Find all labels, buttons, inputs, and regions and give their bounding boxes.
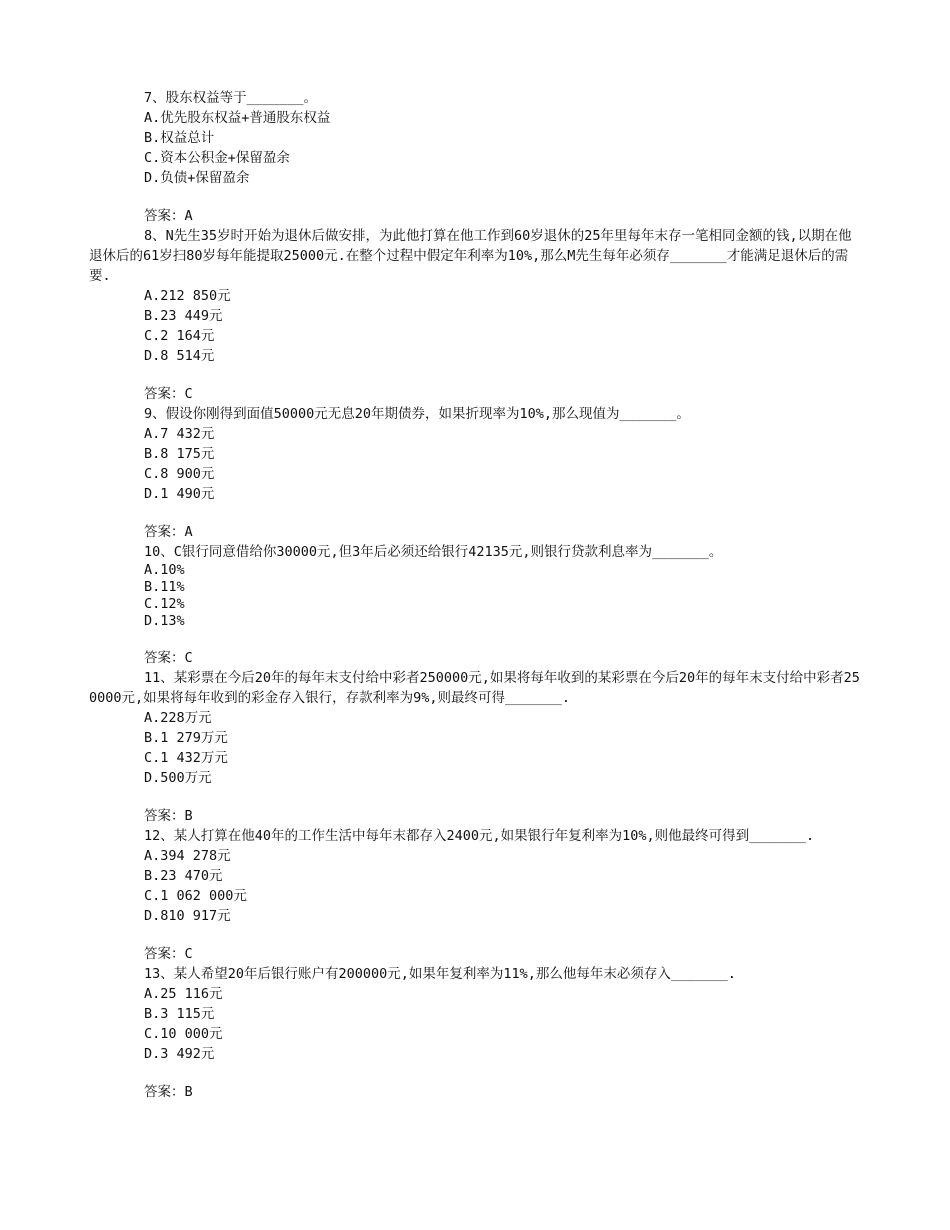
question-stem: 9、假设你刚得到面值50000元无息20年期债券，如果折现率为10%,那么现值为_______。 [144,406,690,422]
answer: 答案：A [144,208,193,224]
option-d: D.1 490元 [144,486,215,502]
answer: 答案：B [144,808,193,824]
question-stem: 8、N先生35岁时开始为退休后做安排，为此他打算在他工作到60岁退休的25年里每年末存一笔相同金额的钱,以期在他退休后的61岁扫80岁每年能提取25000元.在整个过程中假定年利率为10%,那么M先生每年必须存_______才能满足退休后的需要. [89,228,852,284]
option-d: D.8 514元 [144,348,215,364]
option-a: A.25 116元 [144,986,223,1002]
option-d: D.810 917元 [144,908,231,924]
option-a: A.228万元 [144,710,212,726]
option-b: B.23 470元 [144,868,223,884]
answer: 答案：A [144,524,193,540]
option-b: B.23 449元 [144,308,223,324]
question-stem: 13、某人希望20年后银行账户有200000元,如果年复利率为11%,那么他每年末必须存入_______. [144,966,736,982]
question-stem: 11、某彩票在今后20年的每年末支付给中彩者250000元,如果将每年收到的某彩票在今后20年的每年末支付给中彩者250000元,如果将每年收到的彩金存入银行，存款利率为9%,则最终可得_______. [89,670,860,706]
option-d: D.13% [144,613,185,629]
option-a: A.212 850元 [144,288,231,304]
option-c: C.1 062 000元 [144,888,247,904]
option-c: C.2 164元 [144,328,215,344]
option-a: A.优先股东权益+普通股东权益 [144,110,331,126]
answer: 答案：B [144,1084,193,1100]
question-13 [89,964,864,1102]
question-12 [89,826,864,964]
question-10 [89,542,864,668]
option-b: B.11% [144,579,185,595]
question-7 [89,88,864,226]
option-d: D.负债+保留盈余 [144,170,250,186]
option-c: C.10 000元 [144,1026,223,1042]
option-c: C.资本公积金+保留盈余 [144,150,290,166]
option-b: B.权益总计 [144,130,215,146]
option-b: B.3 115元 [144,1006,215,1022]
question-stem: 7、股东权益等于_______。 [144,90,318,106]
option-d: D.500万元 [144,770,212,786]
option-d: D.3 492元 [144,1046,215,1062]
document-body [89,88,864,1102]
option-b: B.1 279万元 [144,730,228,746]
option-b: B.8 175元 [144,446,215,462]
option-a: A.7 432元 [144,426,215,442]
answer: 答案：C [144,650,193,666]
question-11 [89,668,864,826]
option-c: C.12% [144,596,185,612]
question-8 [89,226,864,404]
answer: 答案：C [144,386,193,402]
question-stem: 12、某人打算在他40年的工作生活中每年末都存入2400元,如果银行年复利率为10%,则他最终可得到_______. [144,828,815,844]
option-a: A.394 278元 [144,848,231,864]
question-9 [89,404,864,542]
option-c: C.1 432万元 [144,750,228,766]
answer: 答案：C [144,946,193,962]
question-stem: 10、C银行同意借给你30000元,但3年后必须还给银行42135元,则银行贷款利息率为_______。 [144,544,723,560]
option-c: C.8 900元 [144,466,215,482]
option-a: A.10% [144,562,185,578]
